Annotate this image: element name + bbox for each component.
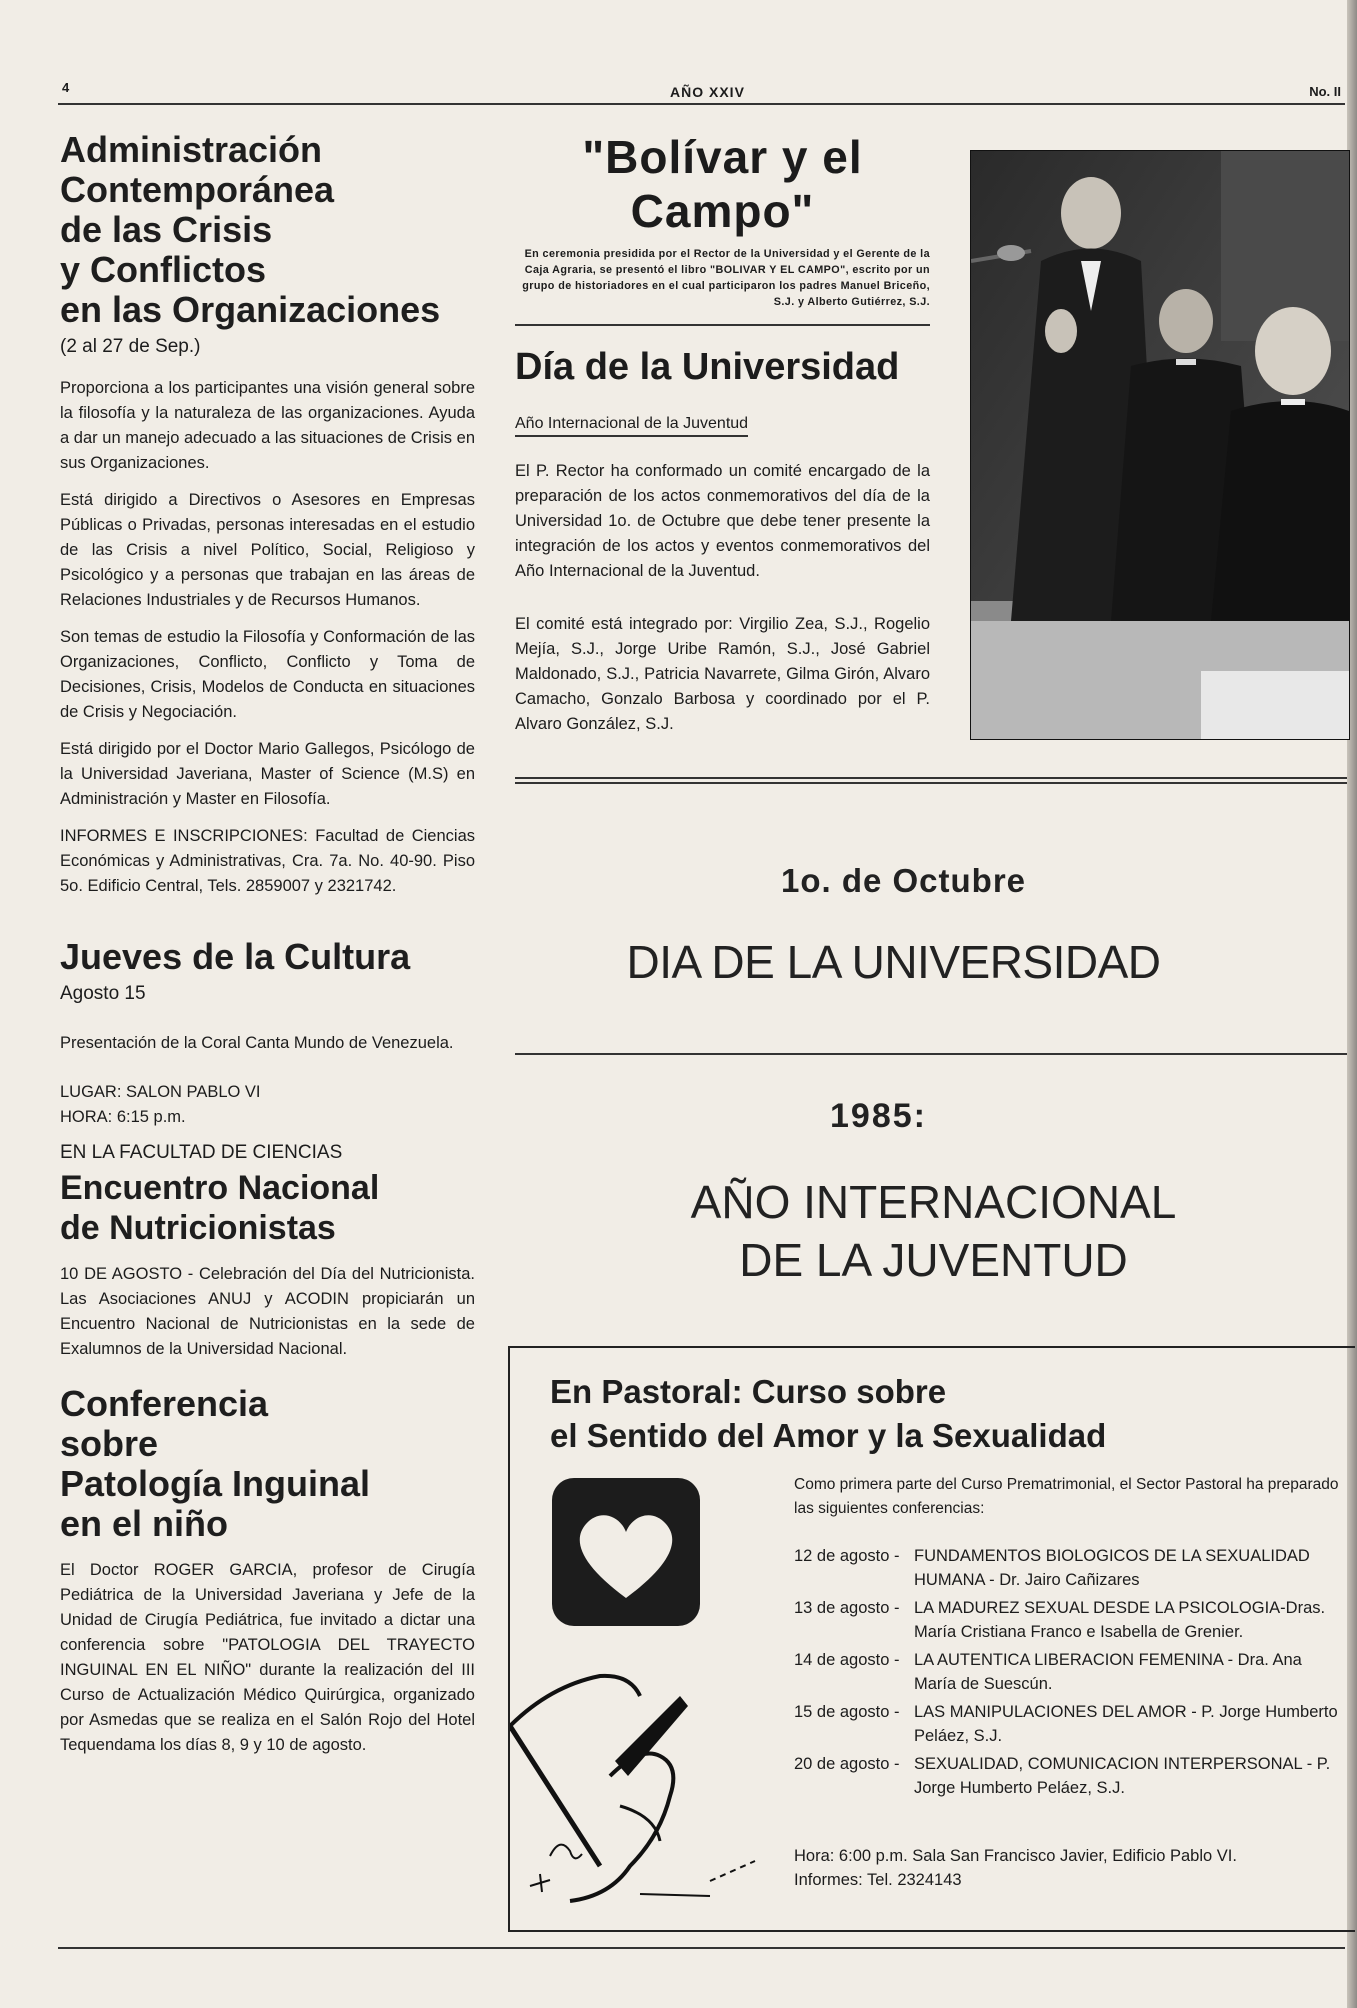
hand-drawing-icon — [510, 1666, 760, 1926]
schedule-row — [794, 1648, 1342, 1696]
banner-rule-top-2 — [515, 782, 1347, 784]
schedule-date: 12 de agosto - — [794, 1547, 900, 1565]
schedule-row — [794, 1596, 1342, 1644]
bolivar-caption: En ceremonia presidida por el Rector de la Universidad y el Gerente de la Caja Agraria, se presentó el libro "BOLIVAR Y EL CAMPO", escrito por un grupo de historiadores en el cual participaron los padres Manuel Briceño, S.J. y Alberto Gutiérrez, S.J. — [522, 248, 930, 308]
banner-headline: DIA DE LA UNIVERSIDAD — [626, 936, 1161, 988]
footer-rule — [58, 1947, 1345, 1949]
bolivar-article — [515, 130, 930, 326]
banner-rule-top — [515, 777, 1347, 779]
schedule-row — [794, 1700, 1342, 1748]
pastoral-footer — [794, 1844, 1342, 1892]
jueves-title: Jueves de la Cultura — [60, 936, 411, 977]
header-issue: No. II — [1309, 84, 1341, 99]
admin-paragraph: Está dirigido por el Doctor Mario Gallegos, Psicólogo de la Universidad Javeriana, Master of Science (M.S) en Administración y Master en Filosofía. — [60, 740, 475, 808]
schedule-topic: FUNDAMENTOS BIOLOGICOS DE LA SEXUALIDAD HUMANA - Dr. Jairo Cañizares — [914, 1547, 1310, 1589]
jueves-article — [60, 937, 475, 1130]
header-rule — [58, 103, 1345, 105]
schedule-date: 15 de agosto - — [794, 1703, 900, 1721]
dia-article — [515, 346, 930, 737]
banner-line1: AÑO INTERNACIONAL — [690, 1176, 1177, 1228]
schedule-row — [794, 1544, 1342, 1592]
schedule-date: 13 de agosto - — [794, 1599, 900, 1617]
ceremony-photo — [970, 150, 1350, 740]
dia-paragraph: El comité está integrado por: Virgilio Zea, S.J., Rogelio Mejía, S.J., Jorge Uribe Ramón, S.J., José Gabriel Maldonado, S.J., Patricia Navarrete, Gilma Girón, Alvaro Camacho, Gonzalo Barbosa y coordinado por el P. Alvaro González, S.J. — [515, 615, 930, 733]
banner-year: 1985: — [830, 1097, 927, 1135]
encuentro-article — [60, 1142, 475, 1362]
conferencia-article — [60, 1384, 475, 1758]
banner-rule-middle — [515, 1053, 1347, 1055]
jueves-paragraph: Presentación de la Coral Canta Mundo de Venezuela. — [60, 1034, 454, 1052]
bolivar-title: "Bolívar y el Campo" — [582, 131, 863, 237]
schedule-topic: LAS MANIPULACIONES DEL AMOR - P. Jorge Humberto Peláez, S.J. — [914, 1703, 1338, 1745]
admin-dates: (2 al 27 de Sep.) — [60, 336, 201, 357]
encuentro-kicker: EN LA FACULTAD DE CIENCIAS — [60, 1142, 343, 1163]
schedule-row — [794, 1752, 1342, 1800]
admin-paragraph: Está dirigido a Directivos o Asesores en Empresas Públicas o Privadas, personas interesadas en el estudio de las Crisis a nivel Político, Social, Religioso y Psicológico y a personas que trabajan en las áreas de Relaciones Industriales y de Recursos Humanos. — [60, 491, 475, 609]
schedule-date: 20 de agosto - — [794, 1755, 900, 1773]
schedule-topic: LA AUTENTICA LIBERACION FEMENINA - Dra. Ana María de Suescún. — [914, 1651, 1302, 1693]
jueves-date: Agosto 15 — [60, 983, 146, 1004]
banner-date: 1o. de Octubre — [780, 862, 1027, 899]
pastoral-informes: Informes: Tel. 2324143 — [794, 1871, 962, 1889]
pastoral-title: En Pastoral: Curso sobre el Sentido del Amor y la Sexualidad — [550, 1373, 1107, 1454]
conferencia-title: Conferencia sobre Patología Inguinal en el niño — [60, 1383, 371, 1544]
encuentro-paragraph: 10 DE AGOSTO - Celebración del Día del Nutricionista. Las Asociaciones ANUJ y ACODIN propiciarán un Encuentro Nacional de Nutricionistas en la sede de Exalumnos de la Universidad Nacional. — [60, 1265, 475, 1358]
admin-paragraph: Proporciona a los participantes una visión general sobre la filosofía y la naturaleza de las organizaciones. Ayuda a dar un manejo adecuado a las situaciones de Crisis en sus Organizaciones. — [60, 379, 475, 472]
left-column — [60, 130, 475, 1770]
encuentro-title: Encuentro Nacional de Nutricionistas — [60, 1169, 380, 1247]
pastoral-intro: Como primera parte del Curso Prematrimonial, el Sector Pastoral ha preparado las siguientes conferencias: — [794, 1476, 1339, 1517]
page-number: 4 — [62, 80, 70, 95]
schedule-date: 14 de agosto - — [794, 1651, 900, 1669]
schedule-topic: LA MADUREZ SEXUAL DESDE LA PSICOLOGIA-Dras. María Cristiana Franco e Isabella de Grenier. — [914, 1599, 1326, 1641]
dia-title: Día de la Universidad — [515, 346, 900, 388]
jueves-lugar: LUGAR: SALON PABLO VI — [60, 1083, 261, 1101]
pastoral-schedule — [794, 1544, 1342, 1804]
admin-article — [60, 130, 475, 899]
pastoral-box — [508, 1346, 1355, 1932]
admin-paragraph: Son temas de estudio la Filosofía y Conformación de las Organizaciones, Conflicto, Conflicto y Toma de Decisiones, Crisis, Modelos de Conducta en situaciones de Crisis y Negociación. — [60, 628, 475, 721]
middle-column — [515, 130, 930, 749]
ceremony-photo-image — [971, 151, 1349, 739]
bolivar-divider — [515, 324, 930, 326]
dia-subtitle: Año Internacional de la Juventud — [515, 415, 748, 437]
header-year: AÑO XXIV — [670, 84, 745, 100]
conferencia-paragraph: El Doctor ROGER GARCIA, profesor de Cirugía Pediátrica de la Universidad Javeriana y Jefe de la Unidad de Cirugía Pediátrica, fue invitado a dictar una conferencia sobre "PATOLOGIA DEL TRAYECTO INGUINAL EN EL NIÑO" durante la realización del III Curso de Actualización Médico Quirúrgica, organizado por Asmedas que se realiza en el Salón Rojo del Hotel Tequendama los días 8, 9 y 10 de agosto. — [60, 1561, 475, 1754]
banner-line2: DE LA JUVENTUD — [739, 1234, 1128, 1286]
jueves-hora: HORA: 6:15 p.m. — [60, 1108, 186, 1126]
heart-icon — [550, 1476, 702, 1628]
pastoral-hora: Hora: 6:00 p.m. Sala San Francisco Javier, Edificio Pablo VI. — [794, 1847, 1237, 1865]
schedule-topic: SEXUALIDAD, COMUNICACION INTERPERSONAL - P. Jorge Humberto Peláez, S.J. — [914, 1755, 1331, 1797]
admin-title: Administración Contemporánea de las Crisis y Conflictos en las Organizaciones — [60, 129, 441, 330]
admin-info: INFORMES E INSCRIPCIONES: Facultad de Ciencias Económicas y Administrativas, Cra. 7a. No. 40-90. Piso 5o. Edificio Central, Tels. 2859007 y 2321742. — [60, 827, 475, 895]
dia-paragraph: El P. Rector ha conformado un comité encargado de la preparación de los actos conmemorativos del día de la Universidad 1o. de Octubre que debe tener presente la integración de los actos y eventos conmemorativos del Año Internacional de la Juventud. — [515, 462, 930, 580]
